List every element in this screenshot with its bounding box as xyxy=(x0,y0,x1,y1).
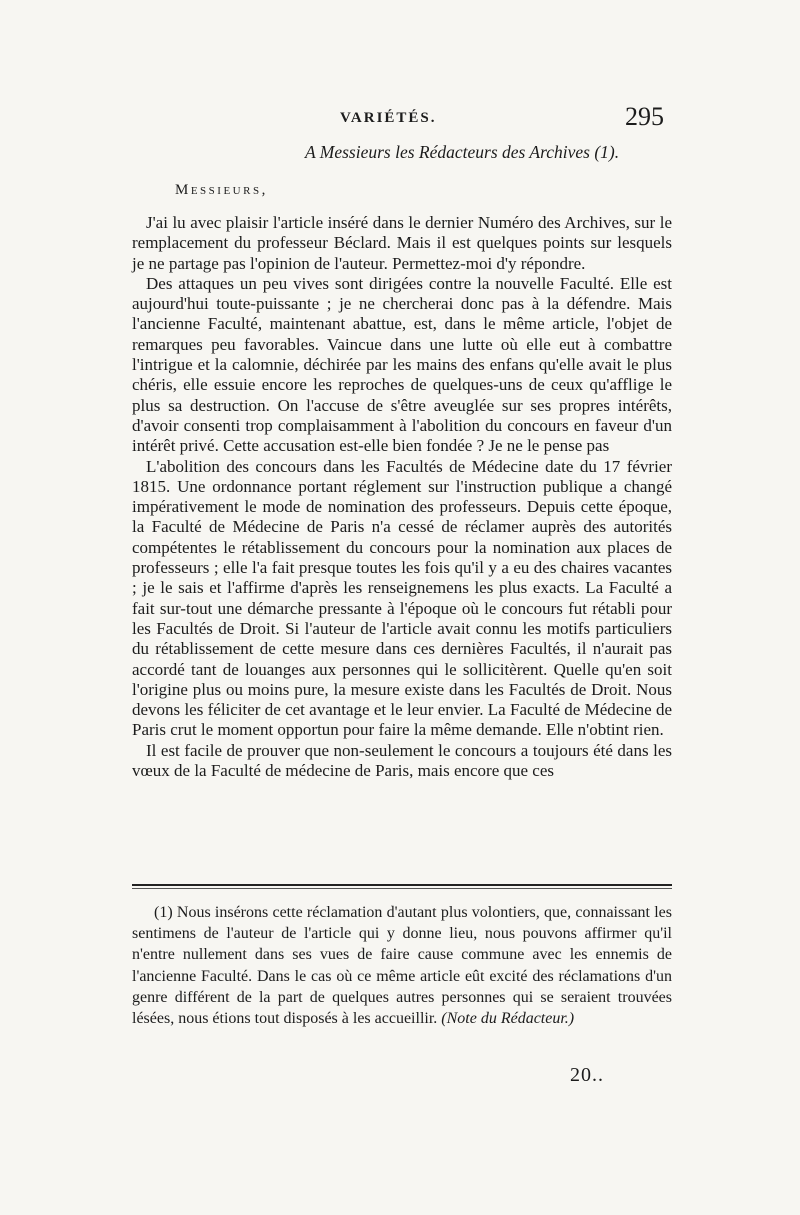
running-head xyxy=(0,104,800,134)
footnote-rule xyxy=(132,884,672,889)
paragraph-2: Des attaques un peu vives sont dirigées contre la nouvelle Faculté. Elle est aujourd'hui toute-puissante ; je ne chercherai donc pas à la défendre. Mais l'ancienne Faculté, maintenant abattue, est, dans le même article, l'objet de remarques peu favorables. Vaincue dans une lutte où elle eut à combattre l'intrigue et la calomnie, déchirée par les mains des enfans qu'elle avait le plus chéris, elle essuie encore les reproches de quelques-uns de ceux qu'afflige le plus sa destruction. On l'accuse de s'être aveuglée sur ses propres intérêts, d'avoir consenti trop complaisamment à l'abolition du concours en faveur d'un intérêt privé. Cette accusation est-elle bien fondée ? Je ne le pense pas xyxy=(132,273,672,456)
editor-note: (Note du Rédacteur.) xyxy=(441,1010,575,1028)
paragraph-1: J'ai lu avec plaisir l'article inséré dans le dernier Numéro des Archives, sur le remplacement du professeur Béclard. Mais il est quelques points sur lesquels je ne partage pas l'opinion de l'auteur. Permettez-moi d'y répondre. xyxy=(132,213,672,273)
letter-heading: A Messieurs les Rédacteurs des Archives (1). xyxy=(305,142,620,162)
page-number: 295 xyxy=(625,102,664,131)
letter-body xyxy=(132,213,672,781)
footnote xyxy=(132,902,672,1029)
section-title: VARIÉTÉS. xyxy=(340,110,437,126)
salutation: Messieurs, xyxy=(175,182,268,198)
paragraph-3: L'abolition des concours dans les Facultés de Médecine date du 17 février 1815. Une ordonnance portant réglement sur l'instruction publique a changé impérativement le mode de nomination des professeurs. Depuis cette époque, la Faculté de Médecine de Paris n'a cessé de réclamer auprès des autorités compétentes le rétablissement du concours pour la nomination aux places de professeurs ; elle l'a fait presque toutes les fois qu'il y a eu des chaires vacantes ; je le sais et l'affirme d'après les renseignemens les plus exacts. La Faculté a fait sur-tout une démarche pressante à l'époque où le concours fut rétabli pour les Facultés de Droit. Si l'auteur de l'article avait connu les motifs particuliers du rétablissement de cette mesure dans ces dernières Facultés, il n'aurait pas accordé tant de louanges aux personnes qui le sollicitèrent. Quelle qu'en soit l'origine plus ou moins pure, la mesure existe dans les Facultés de Droit. Nous devons les féliciter de cet avantage et le leur envier. La Faculté de Médecine de Paris crut le moment opportun pour faire la même demande. Elle n'obtint rien. xyxy=(132,456,672,740)
signature-mark: 20.. xyxy=(570,1064,604,1086)
paragraph-4: Il est facile de prouver que non-seulement le concours a toujours été dans les vœux de la Faculté de médecine de Paris, mais encore que ces xyxy=(132,740,672,781)
footnote-text: (1) Nous insérons cette réclamation d'autant plus volontiers, que, connaissant les sentimens de l'auteur de l'article qui y donne lieu, nous pouvons affirmer qu'il n'entre nullement dans ses vues de faire cause commune avec les ennemis de l'ancienne Faculté. Dans le cas où ce même article eût excité des réclamations d'un genre différent de la part de quelques autres personnes qui se seraient trouvées lésées, nous étions tout disposés à les accueillir. xyxy=(132,904,672,1028)
